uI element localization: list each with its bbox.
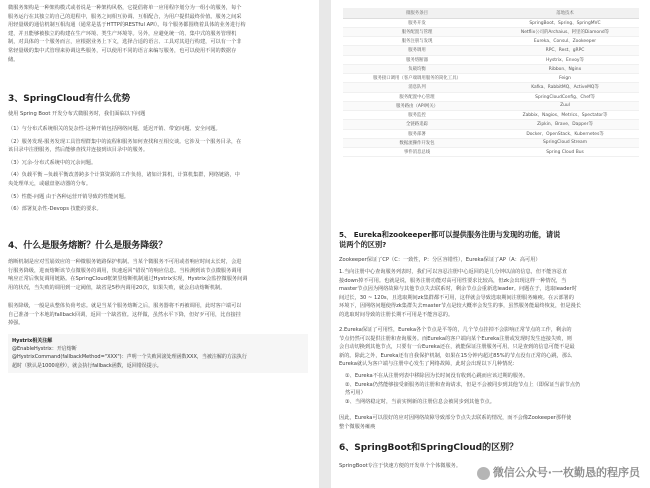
table-row bbox=[343, 46, 639, 55]
text-line: 常轻量级的集中式管理来协调这些服务，可以使用不同的语言来编写服务，也可以使用不同的数据存 bbox=[8, 47, 237, 54]
table-cell-item: 服务部署 bbox=[343, 129, 491, 138]
table-row bbox=[343, 101, 639, 110]
table-cell-tech: SpringCloudConfig、Chef等 bbox=[491, 92, 639, 101]
code-line: @EnableHystrix：开启熔断 bbox=[12, 346, 77, 353]
table-row bbox=[343, 120, 639, 129]
text-line: 用轻量级的通信机制互相沟通（通常是基于HTTP的RESTful API）。每个服务都围绕着具体的业务进行构 bbox=[8, 22, 246, 29]
list-item: （4）负载平衡 --负载平衡改善跨多个计算资源的工作负荷，诸如计算机，计算机集群，网络链路，中 bbox=[8, 172, 240, 179]
table-cell-tech: Ribbon、Nginx bbox=[491, 64, 639, 73]
table-header-row bbox=[343, 8, 639, 18]
table-cell-item: 事件消息总线 bbox=[343, 148, 491, 157]
table-row bbox=[343, 74, 639, 83]
section-3-lead: 使用 Spring Boot 开发分布式微服务时，我们面临以下问题 bbox=[8, 111, 146, 117]
code-title: Hystrix相关注解 bbox=[12, 338, 53, 344]
table-cell-item: 服务开发 bbox=[343, 18, 491, 27]
table-cell-item: 服务接口调用（客户端调用服务的简化工具） bbox=[343, 74, 491, 83]
table-cell-item: 服务路由（API网关） bbox=[343, 101, 491, 110]
section-6-lead: SpringBoot专注于快速方便的开发单个个体微服务。 bbox=[339, 463, 462, 469]
text-line: 建，并且能够被独立的构建在生产环境、类生产环境等。另外，应避免统一的、集中式的服务管理机 bbox=[8, 30, 237, 37]
section-heading-3: 3、SpringCloud有什么优势 bbox=[8, 94, 131, 104]
circuit-breaker-paragraph: 熔断机制是应对雪崩效应的一种微服务链路保护机制。当某个微服务不可用或者响应时间太长时，会进 行服务降级，进而熔断该节点微服务的调用，快速返回“错误”的响应信息。当检测到该节点微服务调用 响应正常后恢复调用链路。在SpringCloud框架里熔断机制通过Hystrix实现，Hystrix会监控微服务间调 用的状况，当失败的调用到一定阈值，缺省是5秒内调用20次，如果失败，就会启动熔断机制。 bbox=[8, 259, 248, 291]
table-cell-item: 服务熔断器 bbox=[343, 55, 491, 64]
column-header: 落地技术 bbox=[491, 8, 639, 18]
table-row bbox=[343, 27, 639, 36]
table-cell-tech: RPC、Rest、gRPC bbox=[491, 46, 639, 55]
table-row bbox=[343, 129, 639, 138]
list-item: ③、当网络稳定时，当前实例新的注册信息会被同步到其他节点。 bbox=[345, 398, 495, 405]
left-page bbox=[0, 0, 319, 488]
section-heading-6: 6、SpringBoot和SpringCloud的区别？ bbox=[339, 443, 519, 453]
column-header: 微服务条目 bbox=[343, 8, 491, 18]
watermark: 微信公众号·一枚勤恳的程序员 bbox=[477, 464, 640, 480]
table-cell-tech: Zipkin、Brave、Dapper等 bbox=[491, 120, 639, 129]
table-cell-item: 服务监控 bbox=[343, 111, 491, 120]
table-cell-tech: Spring Cloud Bus bbox=[491, 148, 639, 157]
list-item: （1）与分布式系统相关的复杂性-这种开销包括网络问题、延迟开销、带宽问题、安全问题。 bbox=[8, 126, 221, 132]
tech-stack-table bbox=[343, 8, 639, 157]
table-row bbox=[343, 64, 639, 73]
eureka-bullets bbox=[345, 372, 580, 406]
section-heading-5: 5、 Eureka和zookeeper都可以提供服务注册与发现的功能，请说 说两个的区别? bbox=[339, 230, 561, 249]
list-item: 央处理单元，或磁盘驱动器的分布。 bbox=[8, 180, 92, 187]
table-cell-item: 负载均衡 bbox=[343, 64, 491, 73]
list-item: 然可用） bbox=[345, 390, 366, 397]
table-cell-tech: SpringBoot、Spring、SpringMVC bbox=[491, 18, 639, 27]
table-cell-item: 全链路追踪 bbox=[343, 120, 491, 129]
list-item: ②、Eureka仍然能够接受新服务的注册和查询请求，但是不会被同步到其他节点上（即保证当前节点仍 bbox=[345, 381, 581, 388]
table-row bbox=[343, 37, 639, 46]
list-item: ①、Eureka不在从注册列表中移除因为长时间没有收到心跳而应该过期的服务。 bbox=[345, 373, 529, 379]
table-cell-item: 数据流操作开发包 bbox=[343, 138, 491, 147]
table-cell-tech: Zabbix、Nagios、Metrics、Spectator等 bbox=[491, 111, 639, 120]
table-cell-item: 消息队列 bbox=[343, 83, 491, 92]
table-row bbox=[343, 83, 639, 92]
code-line: 超时（默认是1000毫秒），就会执行fallback函数，返回错误提示。 bbox=[12, 362, 162, 369]
table-cell-tech: Docker、OpenStack、Kubernetes等 bbox=[491, 129, 639, 138]
code-block bbox=[8, 334, 308, 373]
code-line: @HystrixCommand(fallbackMethod="XXX")：声明一个失败回滚处理函数XXX，当被注解的方法执行 bbox=[12, 354, 247, 361]
table-row bbox=[343, 111, 639, 120]
right-page bbox=[331, 0, 650, 488]
section-heading-4: 4、什么是服务熔断？什么是服务降级？ bbox=[8, 241, 168, 251]
text-line: 微服务架构是一种架构模式或者说是一种架构风格，它提倡将单一应用程序划分为一组小的服务，每个 bbox=[8, 5, 242, 11]
table-cell-tech: Kafka、RabbitMQ、ActiveMQ等 bbox=[491, 83, 639, 92]
text-line: 服务运行在其独立的自己的进程中，服务之间相互协调、互相配合，为用户提供最终价值。服务之间采 bbox=[8, 13, 242, 20]
conclusion-paragraph: 因此，Eureka可以很好的应对因网络故障导致部分节点失去联系的情况，而不会像Zookeeper那样使 整个微服务瘫痪 bbox=[339, 415, 572, 430]
list-item: 该目录中注册服务，然后能够查找并连接到该目录中的服务。 bbox=[8, 147, 149, 154]
zookeeper-paragraph: 1.当向注册中心查询服务列表时，我们可以容忍注册中心返回的是几分钟以前的信息，但不能容忍直 接down掉不可用。也就是说，服务注册功能对高可用性要求比较高，但zk会出现这样一种情况，当 master节点因为网络故障与其他节点失去联系时，剩余节点会重新选leader。问题在于，选取leader时 间过长，30 ~ 120s，且选取期间zk集群都不可用，这样就会导致选取期间注册服务瘫痪。在云部署的 环境下，因网络问题使得zk集群失去master节点是较大概率会发生的事，虽然服务能最终恢复，但是漫长 的选取时间导致的注册长期不可用是不能容忍的。 bbox=[339, 269, 581, 318]
table-row bbox=[343, 138, 639, 147]
eureka-paragraph: 2.Eureka保证了可用性，Eureka各个节点是平等的，几个节点挂掉不会影响正常节点的工作，剩余的 节点仍然可以提供注册和查询服务。而Eureka的客户端向某个Eureka注册或发现时发生连接失败，则 会自动切换到其他节点，只要有一台Eureka还在，就能保证注册服务可用，只是查到的信息可能不是最 新的。除此之外，Eureka还有自我保护机制，如果在15分钟内超过85%的节点没有正常的心跳，那么 Eureka就认为客户端与注册中心发生了网络故障，此时会出现以下几种情况： bbox=[339, 327, 575, 368]
table-body bbox=[343, 18, 639, 157]
table-cell-item: 服务注册与发现 bbox=[343, 37, 491, 46]
table-row bbox=[343, 92, 639, 101]
wechat-icon bbox=[477, 467, 490, 480]
table-cell-item: 服务配置与管理 bbox=[343, 27, 491, 36]
table-cell-item: 服务调用 bbox=[343, 46, 491, 55]
table-cell-tech: Netflix公司的Archaius、阿里的Diamond等 bbox=[491, 27, 639, 36]
advantages-list bbox=[8, 125, 241, 214]
table-row bbox=[343, 148, 639, 157]
list-item: （3）冗余-分布式系统中的冗余问题。 bbox=[8, 159, 97, 166]
list-item: （2）服务发现-服务发现工具管理群集中的流程和服务如何查找和互相交谈。它涉及一个服务目录，在 bbox=[8, 138, 242, 145]
table-cell-tech: Zuul bbox=[491, 101, 639, 110]
list-item: （5）性能-问题 由于各种运营开销导致的性能问题。 bbox=[8, 193, 129, 200]
table-cell-item: 服务配置中心管理 bbox=[343, 92, 491, 101]
table-cell-tech: Feign bbox=[491, 74, 639, 83]
intro-paragraph bbox=[8, 4, 246, 64]
table-cell-tech: SpringCloud Stream bbox=[491, 138, 639, 147]
text-line: 制，对具体的一个服务而言，应根据业务上下文，选择合适的语言、工具对其进行构建，可以有一个非 bbox=[8, 39, 242, 46]
list-item: （6）部署复杂性-Devops 技能的要求。 bbox=[8, 206, 102, 213]
degrade-paragraph: 服务降级，一般是从整体负荷考虑。就是当某个服务熔断之后，服务器将不再被调用，此时客户端可以 自己准备一个本地的fallback回调，返回一个缺省值。这样做，虽然水平下降，但好歹可用，比直接挂 掉强。 bbox=[8, 303, 242, 327]
cap-intro: Zookeeper保证了CP（C：一致性，P：分区容错性），Eureka保证了AP（A：高可用） bbox=[339, 257, 541, 263]
table-cell-tech: Eureka、Consul、Zookeeper bbox=[491, 37, 639, 46]
text-line: 储。 bbox=[8, 56, 19, 63]
table-row bbox=[343, 55, 639, 64]
table-cell-tech: Hystrix、Envoy等 bbox=[491, 55, 639, 64]
table-row bbox=[343, 18, 639, 27]
